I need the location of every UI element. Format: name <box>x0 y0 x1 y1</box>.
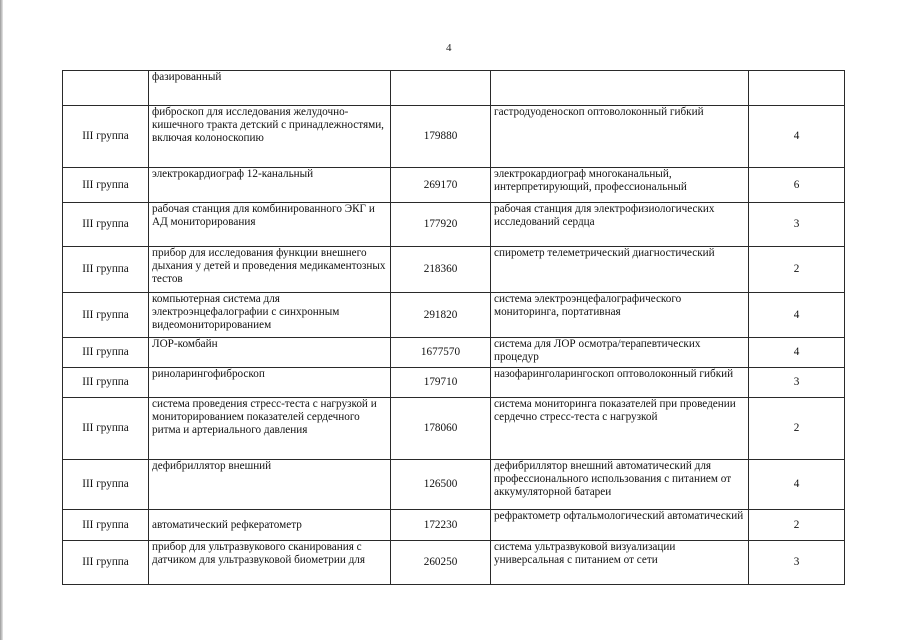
group-cell: III группа <box>63 460 149 510</box>
code-cell: 1677570 <box>391 338 491 368</box>
group-cell: III группа <box>63 510 149 541</box>
type-cell: система ультразвуковой визуализации универсальная с питанием от сети <box>491 541 749 585</box>
name-cell: риноларингофиброскоп <box>149 368 391 398</box>
group-cell: III группа <box>63 106 149 168</box>
type-cell: рабочая станция для электрофизиологических исследований сердца <box>491 203 749 247</box>
type-cell: система для ЛОР осмотра/терапевтических процедур <box>491 338 749 368</box>
type-cell: дефибриллятор внешний автоматический для профессионального использования с питанием от аккумуляторной батареи <box>491 460 749 510</box>
table-row <box>63 338 845 368</box>
code-cell: 179880 <box>391 106 491 168</box>
group-cell: III группа <box>63 368 149 398</box>
table-row-continuation <box>63 71 845 106</box>
type-cell: электрокардиограф многоканальный, интерпретирующий, профессиональный <box>491 168 749 203</box>
type-cell: рефрактометр офтальмологический автоматический <box>491 510 749 541</box>
code-cell: 178060 <box>391 398 491 460</box>
table-row <box>63 541 845 585</box>
table-row <box>63 106 845 168</box>
group-cell: III группа <box>63 338 149 368</box>
equipment-table <box>62 70 845 585</box>
table-row <box>63 168 845 203</box>
group-cell: III группа <box>63 541 149 585</box>
qty-cell: 3 <box>749 368 845 398</box>
group-cell: III группа <box>63 168 149 203</box>
name-cell: компьютерная система для электроэнцефалографии с синхронным видеомониторированием <box>149 293 391 338</box>
code-cell: 172230 <box>391 510 491 541</box>
qty-cell: 2 <box>749 247 845 293</box>
qty-cell: 3 <box>749 541 845 585</box>
group-cell: III группа <box>63 293 149 338</box>
name-cell: фазированный <box>149 71 391 106</box>
table-row <box>63 293 845 338</box>
type-cell: гастродуоденоскоп оптоволоконный гибкий <box>491 106 749 168</box>
qty-cell: 4 <box>749 106 845 168</box>
code-cell: 269170 <box>391 168 491 203</box>
page-number: 4 <box>446 42 452 54</box>
name-cell: электрокардиограф 12-канальный <box>149 168 391 203</box>
group-cell: III группа <box>63 203 149 247</box>
name-cell: автоматический рефкератометр <box>149 510 391 541</box>
group-cell <box>63 71 149 106</box>
equipment-table-body <box>63 71 845 585</box>
name-cell: фиброскоп для исследования желудочно-кишечного тракта детский с принадлежностями, включая колоноскопию <box>149 106 391 168</box>
qty-cell <box>749 71 845 106</box>
table-row <box>63 398 845 460</box>
code-cell: 218360 <box>391 247 491 293</box>
qty-cell: 4 <box>749 338 845 368</box>
table-row <box>63 203 845 247</box>
qty-cell: 2 <box>749 510 845 541</box>
name-cell: прибор для исследования функции внешнего дыхания у детей и проведения медикаментозных тестов <box>149 247 391 293</box>
name-cell: система проведения стресс-теста с нагрузкой и мониторированием показателей сердечного ритма и артериального давления <box>149 398 391 460</box>
name-cell: прибор для ультразвукового сканирования с датчиком для ультразвуковой биометрии для <box>149 541 391 585</box>
qty-cell: 4 <box>749 293 845 338</box>
table-row <box>63 510 845 541</box>
scan-edge <box>0 0 3 640</box>
qty-cell: 6 <box>749 168 845 203</box>
qty-cell: 2 <box>749 398 845 460</box>
code-cell <box>391 71 491 106</box>
code-cell: 126500 <box>391 460 491 510</box>
qty-cell: 3 <box>749 203 845 247</box>
table-row <box>63 247 845 293</box>
code-cell: 179710 <box>391 368 491 398</box>
name-cell: дефибриллятор внешний <box>149 460 391 510</box>
type-cell: система мониторинга показателей при проведении сердечно стресс-теста с нагрузкой <box>491 398 749 460</box>
table-row <box>63 460 845 510</box>
group-cell: III группа <box>63 398 149 460</box>
type-cell: система электроэнцефалографического мониторинга, портативная <box>491 293 749 338</box>
qty-cell: 4 <box>749 460 845 510</box>
type-cell: назофаринголарингоскоп оптоволоконный гибкий <box>491 368 749 398</box>
type-cell <box>491 71 749 106</box>
name-cell: рабочая станция для комбинированного ЭКГ и АД мониторирования <box>149 203 391 247</box>
type-cell: спирометр телеметрический диагностический <box>491 247 749 293</box>
code-cell: 177920 <box>391 203 491 247</box>
table-row <box>63 368 845 398</box>
code-cell: 291820 <box>391 293 491 338</box>
name-cell: ЛОР-комбайн <box>149 338 391 368</box>
code-cell: 260250 <box>391 541 491 585</box>
group-cell: III группа <box>63 247 149 293</box>
